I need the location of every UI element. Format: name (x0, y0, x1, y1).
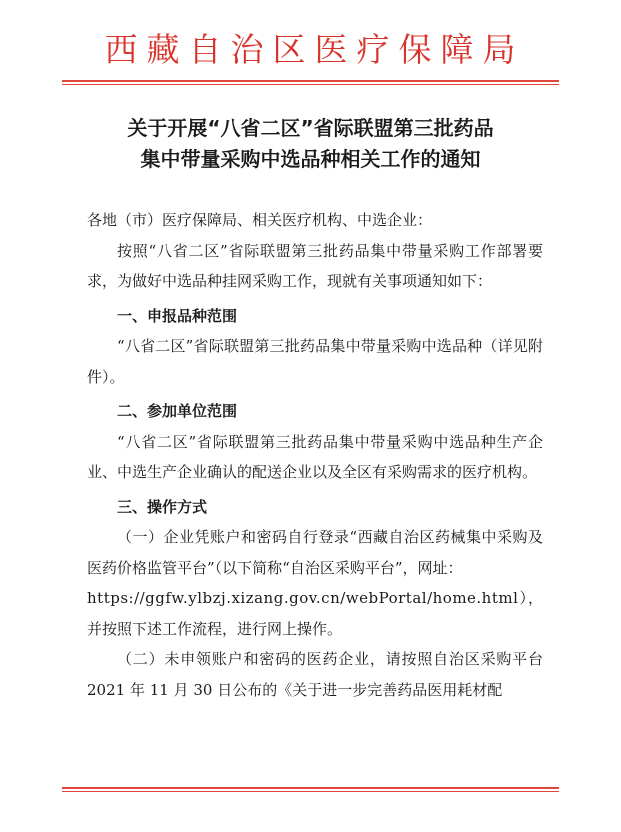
salutation: 各地（市）医疗保障局、相关医疗机构、中选企业： (87, 211, 433, 229)
document-title-line-2: 集中带量采购中选品种相关工作的通知 (140, 147, 481, 171)
section-1-heading: 一、申报品种范围 (117, 306, 238, 325)
letterhead-org-name: 西藏自治区医疗保障局 (104, 30, 525, 69)
section-2-text: “八省二区”省际联盟第三批药品集中带量采购中选品种生产企业、中选生产企业确认的配送企业以及全区有采购需求的医疗机构。 (87, 432, 543, 481)
section-3-item-1 (87, 522, 543, 644)
section-1-text: “八省二区”省际联盟第三批药品集中带量采购中选品种（详见附件）。 (87, 337, 543, 386)
section-3-item-1-suffix: ），并按照下述工作流程，进行网上操作。 (87, 589, 543, 638)
section-2-heading: 二、参加单位范围 (117, 402, 238, 420)
intro-paragraph: 按照“八省二区”省际联盟第三批药品集中带量采购工作部署要求，为做好中选品种挂网采购工作，现就有关事项通知如下： (87, 241, 543, 290)
document-body (87, 205, 543, 705)
footer-red-rule (62, 787, 559, 789)
section-3-heading: 三、操作方式 (117, 497, 208, 516)
section-3-item-2: （二）未申领账户和密码的医药企业，请按照自治区采购平台 2021 年 11 月 30 日公布的《关于进一步完善药品医用耗材配 (87, 650, 543, 699)
letterhead-red-rule (62, 80, 559, 82)
platform-url: https://ggfw.ylbzj.xizang.gov.cn/webPortal/home.html (87, 589, 519, 607)
letterhead-red-rule-thin (62, 84, 559, 85)
footer-red-rule-thin (62, 791, 559, 792)
document-title-line-1: 关于开展“八省二区”省际联盟第三批药品 (127, 116, 494, 140)
section-3-item-1-text: （一）企业凭账户和密码自行登录“西藏自治区药械集中采购及医药价格监管平台”（以下简称“自治区采购平台”，网址： (87, 528, 543, 577)
